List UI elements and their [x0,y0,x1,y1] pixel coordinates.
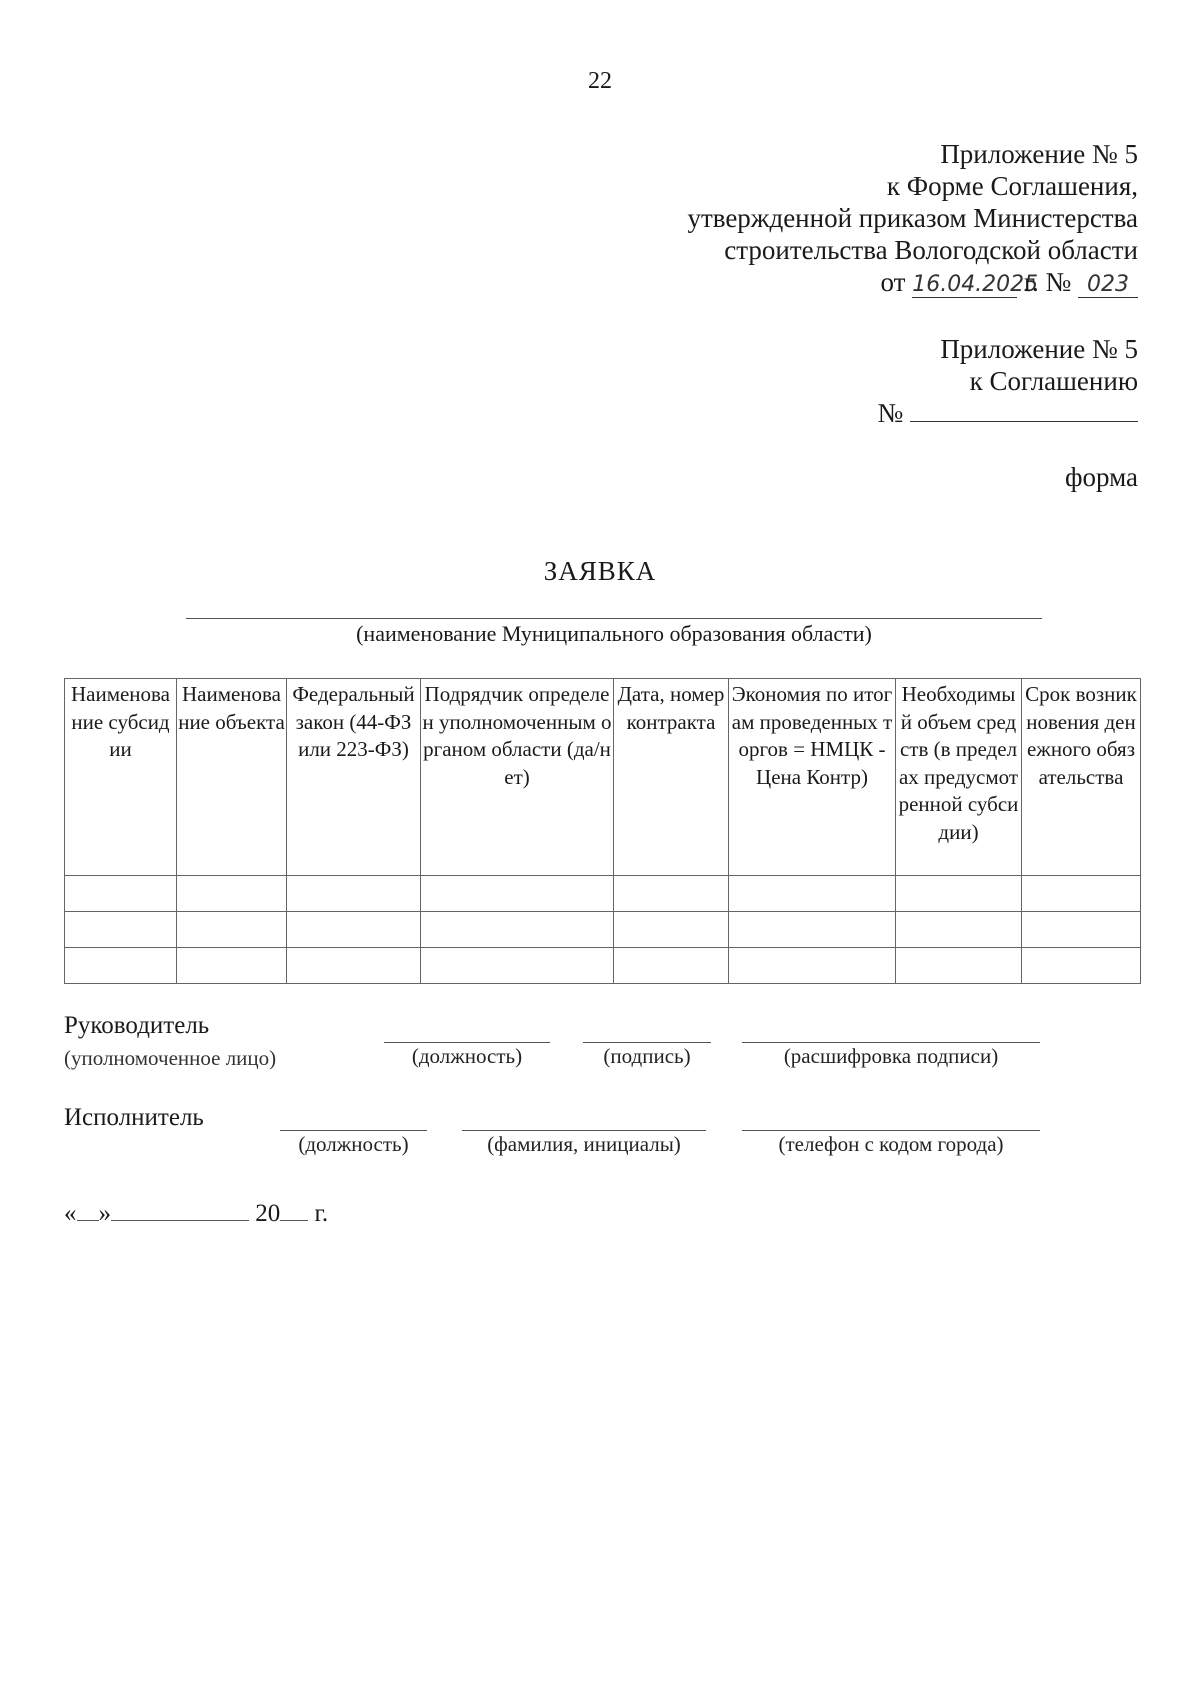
head-signature-line[interactable] [583,1042,711,1043]
table-cell[interactable] [896,912,1022,948]
header-tender-savings: Экономия по итогам проведенных торгов = НМЦК - Цена Контр) [729,679,896,876]
form-label: форма [1065,462,1138,492]
head-sublabel: (уполномоченное лицо) [64,1046,277,1070]
date-open-quote: « [64,1200,77,1227]
table-cell[interactable] [1022,912,1141,948]
approval-line-1: Приложение № 5 [940,139,1138,169]
table-cell[interactable] [421,876,614,912]
year-suffix: г. [314,1200,329,1227]
agreement-block [877,333,1138,429]
table-cell[interactable] [1022,948,1141,984]
handwritten-order-number: 023 [1078,273,1138,298]
executor-position-line[interactable] [280,1130,427,1131]
head-signature-caption: (подпись) [603,1044,691,1068]
table-cell[interactable] [65,948,177,984]
table-cell[interactable] [896,948,1022,984]
table-cell[interactable] [287,948,421,984]
agreement-line-1: Приложение № 5 [940,334,1138,364]
approval-line-2: к Форме Соглашения, [886,171,1138,201]
table-cell[interactable] [614,912,729,948]
municipality-name-line[interactable] [186,618,1042,619]
date-line [64,1198,328,1228]
header-subsidy-name: Наименование субсидии [65,679,177,876]
table-cell[interactable] [421,948,614,984]
header-federal-law: Федеральный закон (44-ФЗ или 223-ФЗ) [287,679,421,876]
table-row [65,912,1141,948]
day-blank[interactable] [77,1198,99,1221]
approval-line-4: строительства Вологодской области [724,235,1138,265]
head-decoding-caption: (расшифровка подписи) [783,1044,999,1068]
document-title: ЗАЯВКА [543,556,657,586]
page-number: 22 [588,68,612,94]
table-cell[interactable] [729,912,896,948]
month-blank[interactable] [111,1198,249,1221]
executor-name-line[interactable] [462,1130,706,1131]
table-cell[interactable] [896,876,1022,912]
date-close-quote: » [98,1200,111,1227]
table-cell[interactable] [729,948,896,984]
header-required-funds: Необходимый объем средств (в пределах предусмотренной субсидии) [896,679,1022,876]
head-label: Руководитель [64,1012,210,1039]
header-contract-date-number: Дата, номер контракта [614,679,729,876]
table-cell[interactable] [177,912,287,948]
table-cell[interactable] [65,876,177,912]
agreement-line-2: к Соглашению [969,366,1138,396]
table-row [65,876,1141,912]
table-header-row [65,679,1141,876]
table-cell[interactable] [65,912,177,948]
executor-phone-line[interactable] [742,1130,1040,1131]
table-cell[interactable] [287,912,421,948]
executor-name-caption: (фамилия, инициалы) [487,1132,681,1156]
date-prefix: от [880,267,906,297]
table-cell[interactable] [614,876,729,912]
header-object-name: Наименование объекта [177,679,287,876]
application-table [64,678,1141,984]
agreement-number-label: № [877,398,904,428]
executor-label: Исполнитель [64,1104,204,1131]
agreement-number-line [877,397,1138,429]
executor-position-caption: (должность) [298,1132,409,1156]
approval-date-line [687,266,1138,298]
table-cell[interactable] [729,876,896,912]
year-blank[interactable] [280,1198,308,1221]
head-decoding-line[interactable] [742,1042,1040,1043]
municipality-caption: (наименование Муниципального образования области) [356,621,872,646]
table-cell[interactable] [177,876,287,912]
header-contractor-determined: Подрядчик определен уполномоченным органом области (да/нет) [421,679,614,876]
table-cell[interactable] [177,948,287,984]
table-cell[interactable] [1022,876,1141,912]
year-number-label: г. № [1023,267,1072,297]
executor-phone-caption: (телефон с кодом города) [778,1132,1004,1156]
century-label: 20 [255,1200,281,1227]
approval-block [687,138,1138,298]
approval-line-3: утвержденной приказом Министерства [687,203,1138,233]
header-obligation-term: Срок возникновения денежного обязательства [1022,679,1141,876]
agreement-number-blank[interactable] [910,397,1138,422]
table-cell[interactable] [421,912,614,948]
table-row [65,948,1141,984]
head-position-line[interactable] [384,1042,550,1043]
table-cell[interactable] [287,876,421,912]
table-cell[interactable] [614,948,729,984]
handwritten-date: 16.04.2025 [912,272,1039,297]
head-position-caption: (должность) [411,1044,523,1068]
